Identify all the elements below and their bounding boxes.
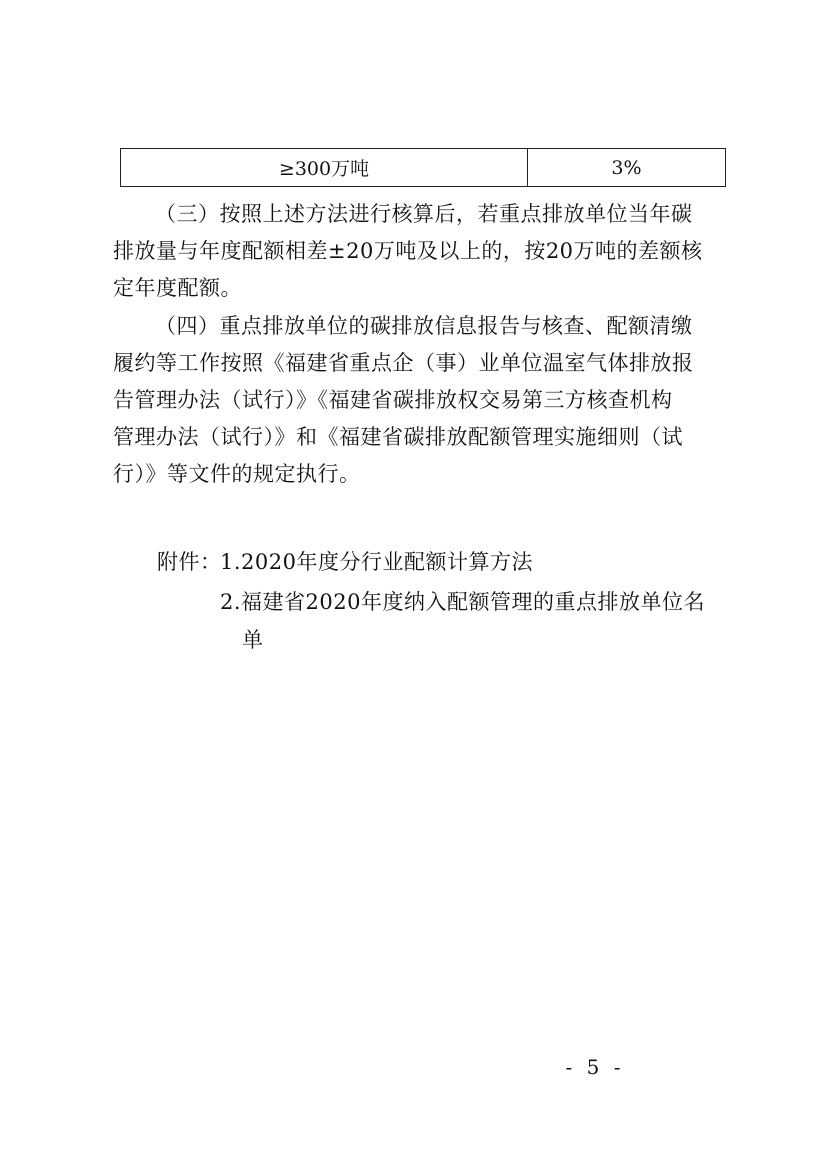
paragraph-line: 履约等工作按照《福建省重点企（事）业单位温室气体排放报 — [113, 351, 694, 375]
rate-cell: 3% — [528, 149, 726, 187]
paragraph-three — [113, 196, 713, 307]
paragraph-line: 管理办法（试行）》和《福建省碳排放配额管理实施细则（试 — [113, 425, 683, 449]
paragraph-line: （四）重点排放单位的碳排放信息报告与核查、配额清缴 — [155, 314, 693, 338]
page-number: - 5 - — [565, 1055, 625, 1079]
paragraph-line: 告管理办法（试行）》《福建省碳排放权交易第三方核查机构 — [113, 388, 673, 412]
quota-rate-table — [120, 148, 726, 187]
paragraph-four — [113, 308, 713, 493]
paragraph-line: 定年度配额。 — [113, 276, 242, 300]
paragraph-line: 行）》等文件的规定执行。 — [113, 462, 361, 486]
attachment-item-2: 2.福建省2020年度纳入配额管理的重点排放单位名 — [220, 590, 705, 614]
table-row — [121, 149, 726, 187]
paragraph-line: 排放量与年度配额相差±20万吨及以上的，按20万吨的差额核 — [113, 239, 703, 263]
paragraph-line: （三）按照上述方法进行核算后，若重点排放单位当年碳 — [155, 202, 693, 226]
emission-range-cell: ≥300万吨 — [121, 149, 528, 187]
attachment-item-1: 1.2020年度分行业配额计算方法 — [220, 550, 533, 574]
attachments-label: 附件： — [157, 550, 222, 574]
attachment-item-2-continuation: 单 — [242, 628, 264, 652]
